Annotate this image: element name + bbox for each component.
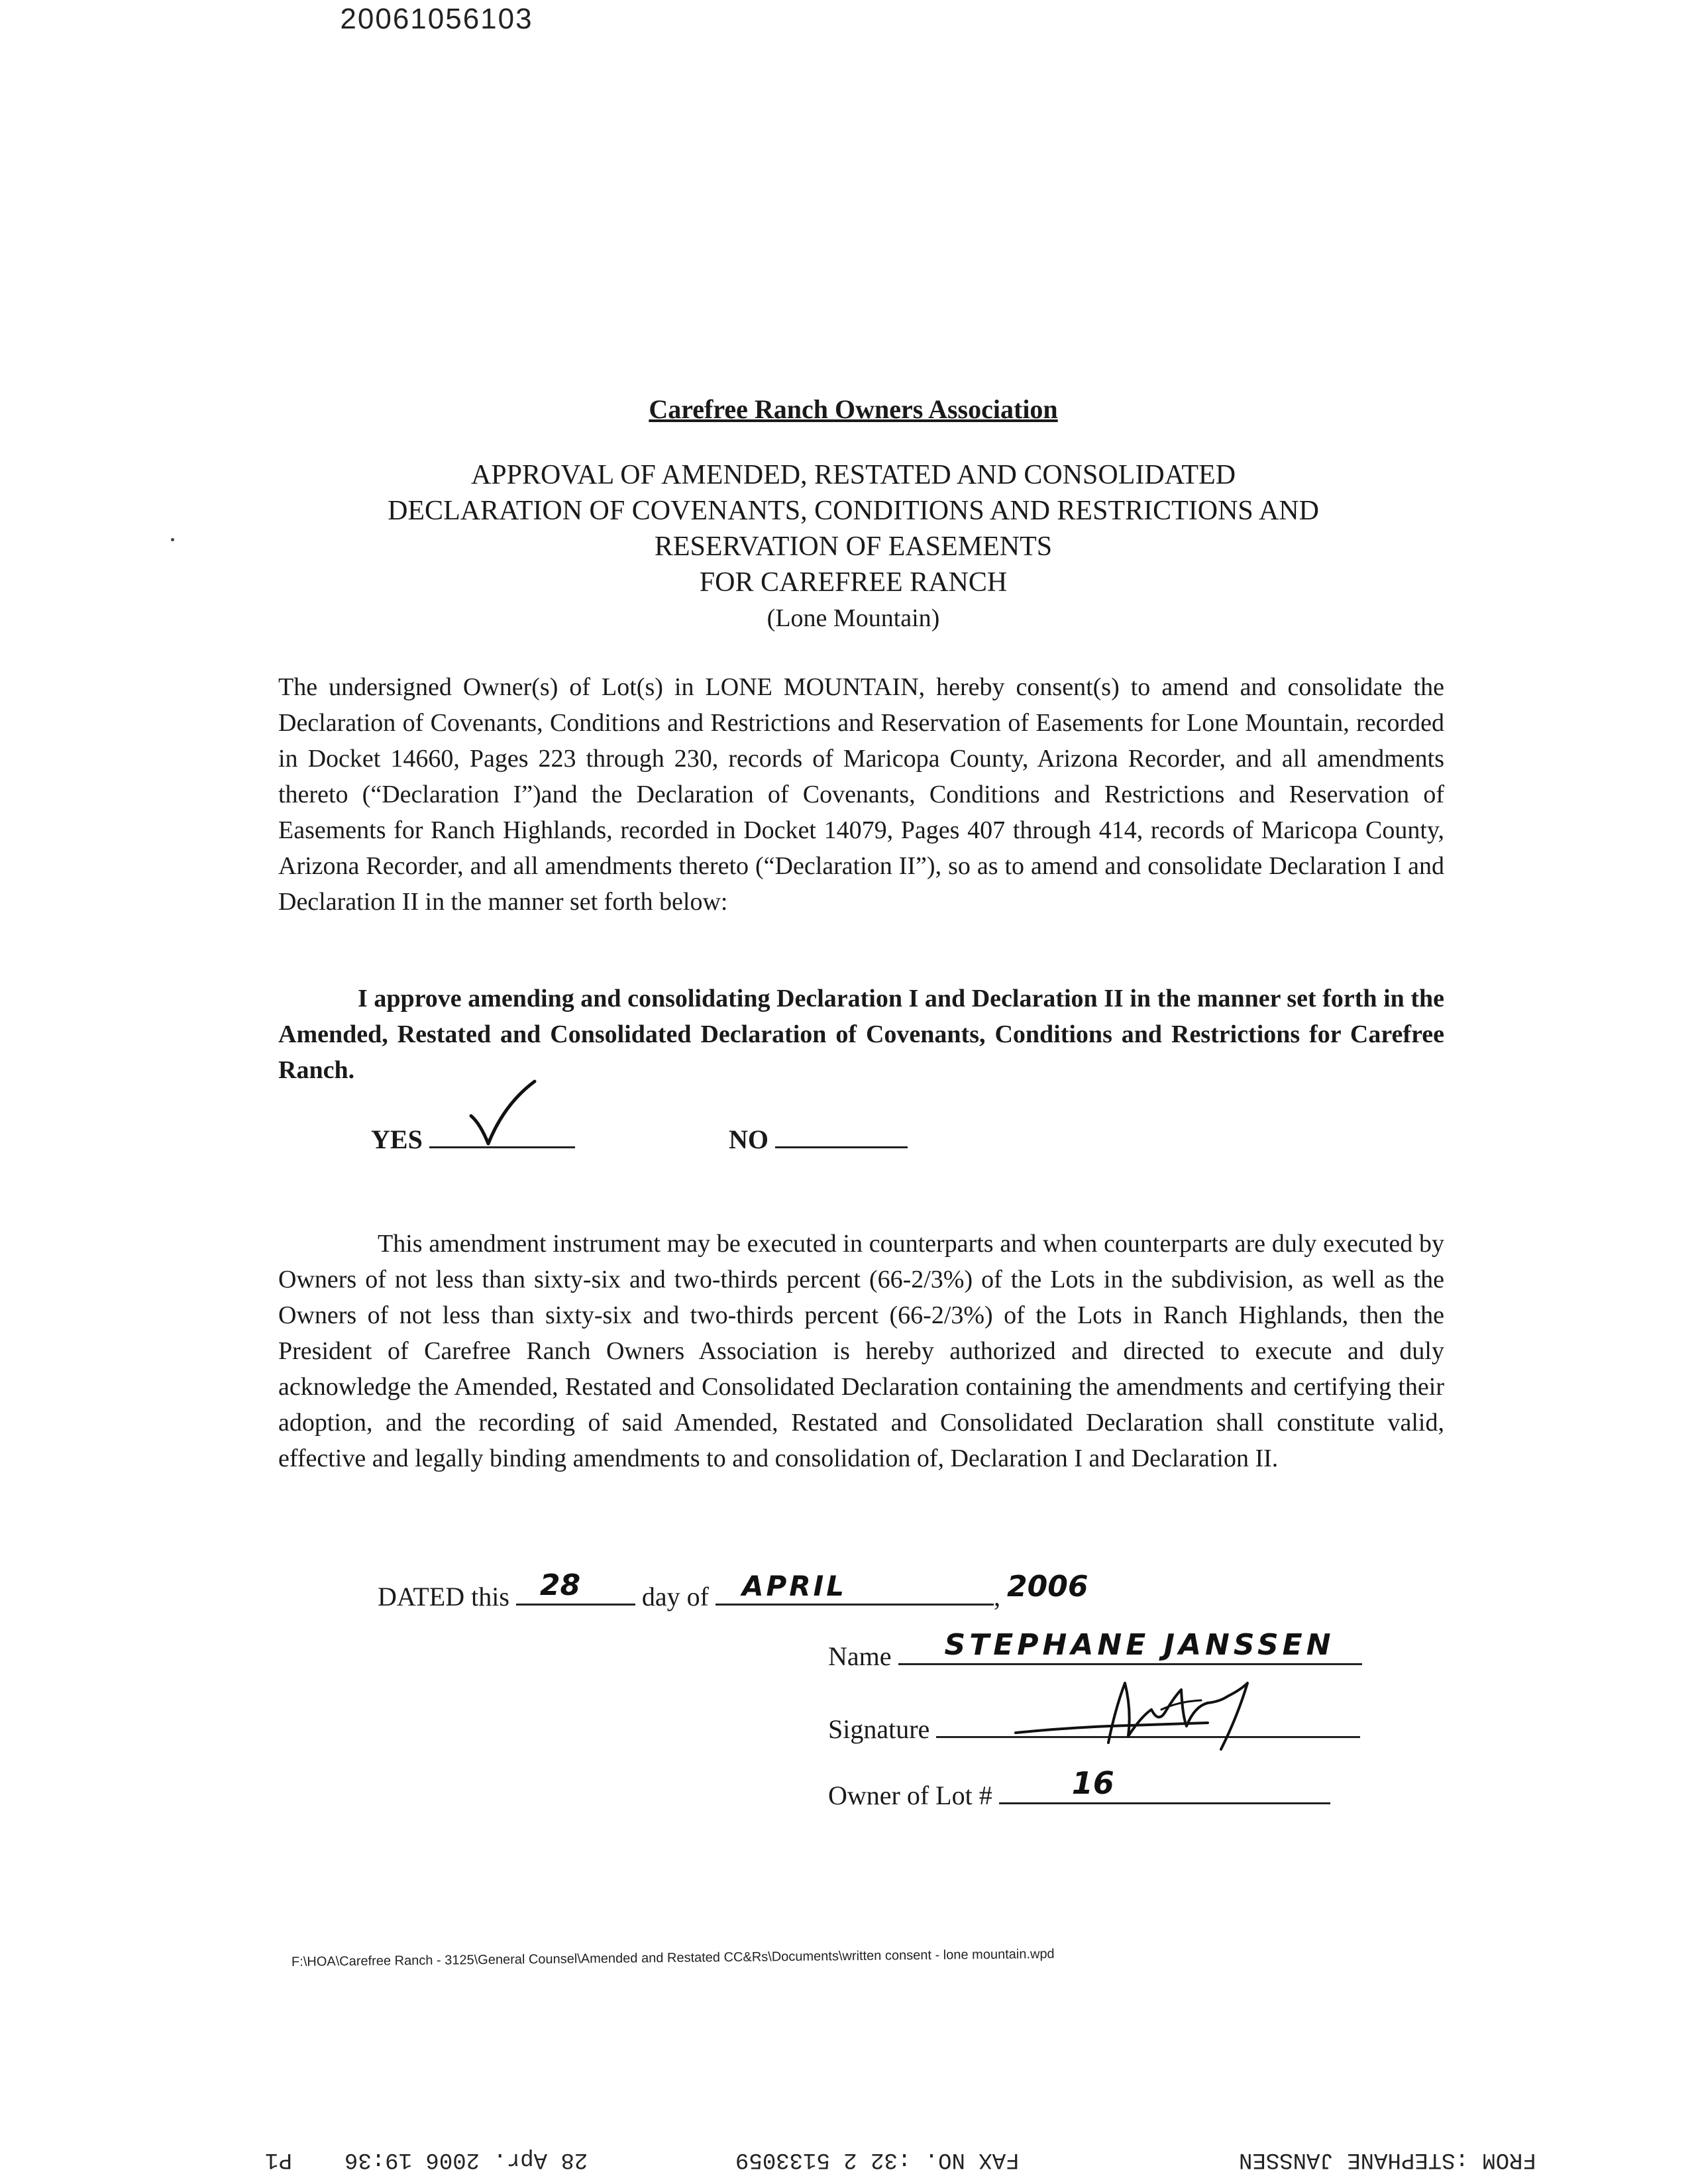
document-heading — [0, 457, 1696, 636]
no-blank[interactable] — [775, 1120, 908, 1148]
yes-option — [371, 1120, 575, 1155]
lot-value: 16 — [1071, 1765, 1114, 1801]
lot-label: Owner of Lot # — [828, 1780, 992, 1810]
yes-label: YES — [371, 1124, 423, 1154]
counterparts-paragraph: This amendment instrument may be executed in counterparts and when counterparts are duly executed by Owners of not less than sixty-six and two-thirds percent (66-2/3%) of the Lots in the subdivision, as well as the Owners of not less than sixty-six and two-thirds percent (66-2/3%) of the Lots in Ranch Highlands, then the President of Carefree Ranch Owners Association is hereby authorized and directed to execute and duly acknowledge the Amended, Restated and Consolidated Declaration containing the amendments and certifying their adoption, and the recording of said Amended, Restated and Consolidated Declaration shall constitute valid, effective and legally binding amendments to and consolidation of, Declaration I and Declaration II. — [278, 1230, 1444, 1472]
fax-datetime: 28 Apr. 2006 19:36 — [344, 2147, 588, 2172]
day-value: 28 — [539, 1568, 581, 1602]
yes-blank[interactable] — [429, 1120, 575, 1148]
heading-line-2: DECLARATION OF COVENANTS, CONDITIONS AND RESTRICTIONS AND — [388, 496, 1319, 526]
fax-number: FAX NO. :32 2 5133059 — [735, 2147, 1020, 2172]
heading-line-1: APPROVAL OF AMENDED, RESTATED AND CONSOLIDATED — [470, 460, 1236, 490]
signature-label: Signature — [828, 1714, 930, 1744]
month-field[interactable] — [716, 1570, 994, 1606]
year-value: 2006 — [1006, 1570, 1088, 1604]
fax-page: P1 — [265, 2147, 292, 2172]
consent-paragraph: The undersigned Owner(s) of Lot(s) in LONE MOUNTAIN, hereby consent(s) to amend and consolidate the Declaration of Covenants, Conditions and Restrictions and Reservation of Easements for Lone Mountain, recorded in Docket 14660, Pages 223 through 230, records of Maricopa County, Arizona Recorder, and all amendments thereto (“Declaration I”)and the Declaration of Covenants, Conditions and Restrictions and Reservation of Easements for Ranch Highlands, recorded in Docket 14079, Pages 407 through 414, records of Maricopa County, Arizona Recorder, and all amendments thereto (“Declaration II”), so as to amend and consolidate Declaration I and Declaration II in the manner set forth below: — [278, 673, 1444, 916]
date-separator: , — [993, 1582, 1000, 1611]
no-label: NO — [729, 1124, 768, 1154]
scan-speck — [171, 538, 174, 541]
lot-row — [828, 1765, 1330, 1811]
fax-from: FROM :STEPHANE JANSSEN — [1239, 2147, 1536, 2172]
no-option — [729, 1120, 908, 1155]
dated-prefix: DATED this — [378, 1582, 509, 1611]
heading-line-5: (Lone Mountain) — [767, 604, 940, 632]
file-path-footer: F:\HOA\Carefree Ranch - 3125\General Counsel\Amended and Restated CC&Rs\Documents\written consent - lone mountain.wpd — [291, 1946, 1055, 1969]
fax-header — [0, 2147, 1696, 2180]
signature-field[interactable] — [936, 1710, 1360, 1738]
name-row — [828, 1628, 1362, 1672]
association-title: Carefree Ranch Owners Association — [649, 394, 1058, 424]
heading-line-4: FOR CAREFREE RANCH — [699, 567, 1008, 598]
day-of-label: day of — [641, 1582, 709, 1611]
approval-statement: I approve amending and consolidating Declaration I and Declaration II in the manner set forth in the Amended, Restated and Consolidated Declaration of Covenants, Conditions and Restrictions for Carefree Ranch. — [278, 985, 1444, 1084]
name-value: STEPHANE JANSSEN — [944, 1628, 1335, 1662]
day-field[interactable] — [516, 1568, 635, 1606]
signature-row — [828, 1710, 1360, 1745]
name-label: Name — [828, 1641, 892, 1671]
document-number: 20061056103 — [340, 3, 533, 35]
heading-line-3: RESERVATION OF EASEMENTS — [654, 531, 1053, 562]
signature-image — [1009, 1670, 1314, 1756]
name-field[interactable] — [898, 1628, 1362, 1665]
lot-field[interactable] — [999, 1765, 1330, 1804]
dated-line — [378, 1568, 1088, 1613]
month-value: APRIL — [741, 1570, 847, 1602]
checkmark-icon — [466, 1077, 539, 1150]
